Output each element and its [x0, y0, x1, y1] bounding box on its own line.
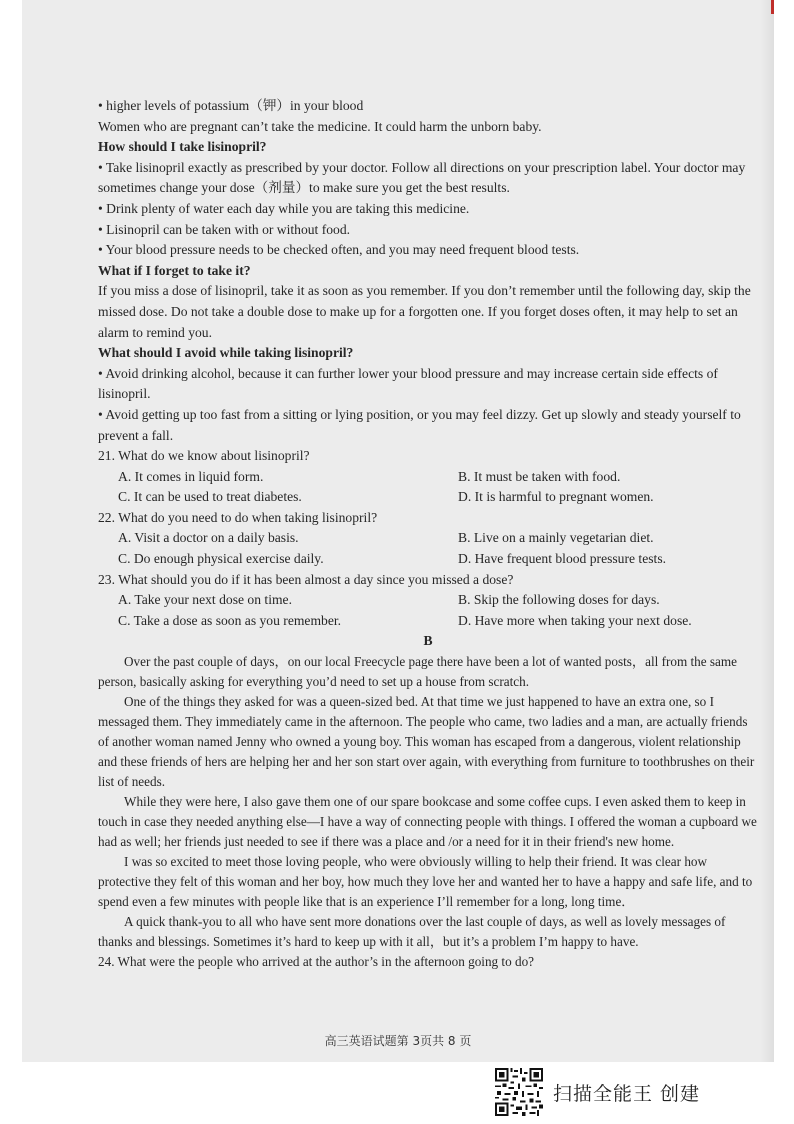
- option-c: C. Do enough physical exercise daily.: [118, 551, 324, 567]
- page-footer: 高三英语试题第 3页共 8 页: [324, 1034, 472, 1048]
- qr-code-icon: [494, 1068, 544, 1116]
- option-a: A. It comes in liquid form.: [118, 468, 264, 484]
- question-stem: 21. What do we know about lisinopril?: [98, 448, 310, 464]
- paragraph: If you miss a dose of lisinopril, take it as soon as you remember. If you don’t remember until the following day, skip the missed dose. Do not take a double dose to make up for a forgotten one. If you forget doses often, it may help to set an alarm to remind you.: [98, 283, 751, 340]
- option-d: D. Have more when taking your next dose.: [458, 612, 692, 628]
- intro-line: Women who are pregnant can’t take the medicine. It could harm the unborn baby.: [98, 118, 542, 134]
- paragraph: • Lisinopril can be taken with or without food.: [98, 221, 351, 237]
- option-b: B. It must be taken with food.: [458, 468, 621, 484]
- intro-line: • higher levels of potassium（钾）in your blood: [98, 98, 364, 113]
- option-c: C. It can be used to treat diabetes.: [118, 489, 302, 505]
- paragraph: • Avoid getting up too fast from a sitting or lying position, or you may feel dizzy. Get up slowly and steady yourself to prevent a fall.: [98, 406, 741, 443]
- question-23: [98, 570, 758, 632]
- section-heading: What if I forget to take it?: [98, 262, 251, 278]
- section-label-b: B: [423, 633, 433, 649]
- paragraph: • Drink plenty of water each day while you are taking this medicine.: [98, 200, 470, 216]
- section-heading: How should I take lisinopril?: [98, 139, 267, 155]
- option-d: D. Have frequent blood pressure tests.: [458, 551, 667, 567]
- section-heading: What should I avoid while taking lisinopril?: [98, 345, 354, 361]
- passage-b: [98, 652, 758, 972]
- paragraph: • Avoid drinking alcohol, because it can further lower your blood pressure and may increase certain side effects of lisinopril.: [98, 365, 718, 402]
- option-d: D. It is harmful to pregnant women.: [458, 489, 654, 505]
- question-stem: 22. What do you need to do when taking lisinopril?: [98, 509, 378, 525]
- paragraph: I was so excited to meet those loving people, who were obviously willing to help their friend. It was clear how protective they felt of this woman and her boy, how much they love her and wanted her to have a happy and safe life, and to spend even a few minutes with people like that is an experience I’ll remember for a long, long time．: [98, 854, 753, 910]
- page-corner-mark: [771, 0, 774, 14]
- question-22: [98, 508, 758, 570]
- exam-page: [22, 0, 774, 1062]
- option-c: C. Take a dose as soon as you remember.: [118, 612, 342, 628]
- question-stem: 24. What were the people who arrived at the author’s in the afternoon going to do?: [98, 954, 535, 970]
- paragraph: Over the past couple of days，on our local Freecycle page there have been a lot of wanted posts，all from the same person, basically asking for everything you’d need to set up a house from scratch.: [98, 654, 737, 690]
- passage-a: [98, 96, 758, 972]
- paragraph: A quick thank-you to all who have sent more donations over the last couple of days, as well as lovely messages of thanks and blessings. Sometimes it’s hard to keep up with it all，but it’s a problem I’m happy to have.: [98, 914, 726, 950]
- question-21: [98, 446, 758, 508]
- scanner-watermark: [494, 1068, 700, 1116]
- paragraph: • Take lisinopril exactly as prescribed by your doctor. Follow all directions on your prescription label. Your doctor may sometimes change your dose（剂量）to make sure you get the best results.: [98, 159, 746, 196]
- paragraph: One of the things they asked for was a queen-sized bed. At that time we just happened to have an extra one, so I messaged them. They immediately came in the afternoon. The people who came, two ladies and a man, are actually friends of another woman named Jenny who owned a young boy. This woman has escaped from a dangerous, violent relationship and these friends of hers are helping her and her son start over again, with everything from furniture to toothbrushes on their list of needs.: [98, 694, 755, 790]
- paragraph: • Your blood pressure needs to be checked often, and you may need frequent blood tests.: [98, 242, 580, 258]
- scanner-label: 扫描全能王 创建: [553, 1082, 701, 1105]
- option-a: A. Visit a doctor on a daily basis.: [118, 530, 299, 546]
- option-b: B. Skip the following doses for days.: [458, 592, 660, 608]
- question-stem: 23. What should you do if it has been almost a day since you missed a dose?: [98, 571, 514, 587]
- paragraph: While they were here, I also gave them one of our spare bookcase and some coffee cups. I even asked them to keep in touch in case they needed anything else—I have a way of connecting people with things. I offered the woman a cupboard we had as well; her friends just needed to see if there was a place and /or a need for it in their friend's new home.: [98, 794, 757, 850]
- option-a: A. Take your next dose on time.: [118, 592, 292, 608]
- option-b: B. Live on a mainly vegetarian diet.: [458, 530, 654, 546]
